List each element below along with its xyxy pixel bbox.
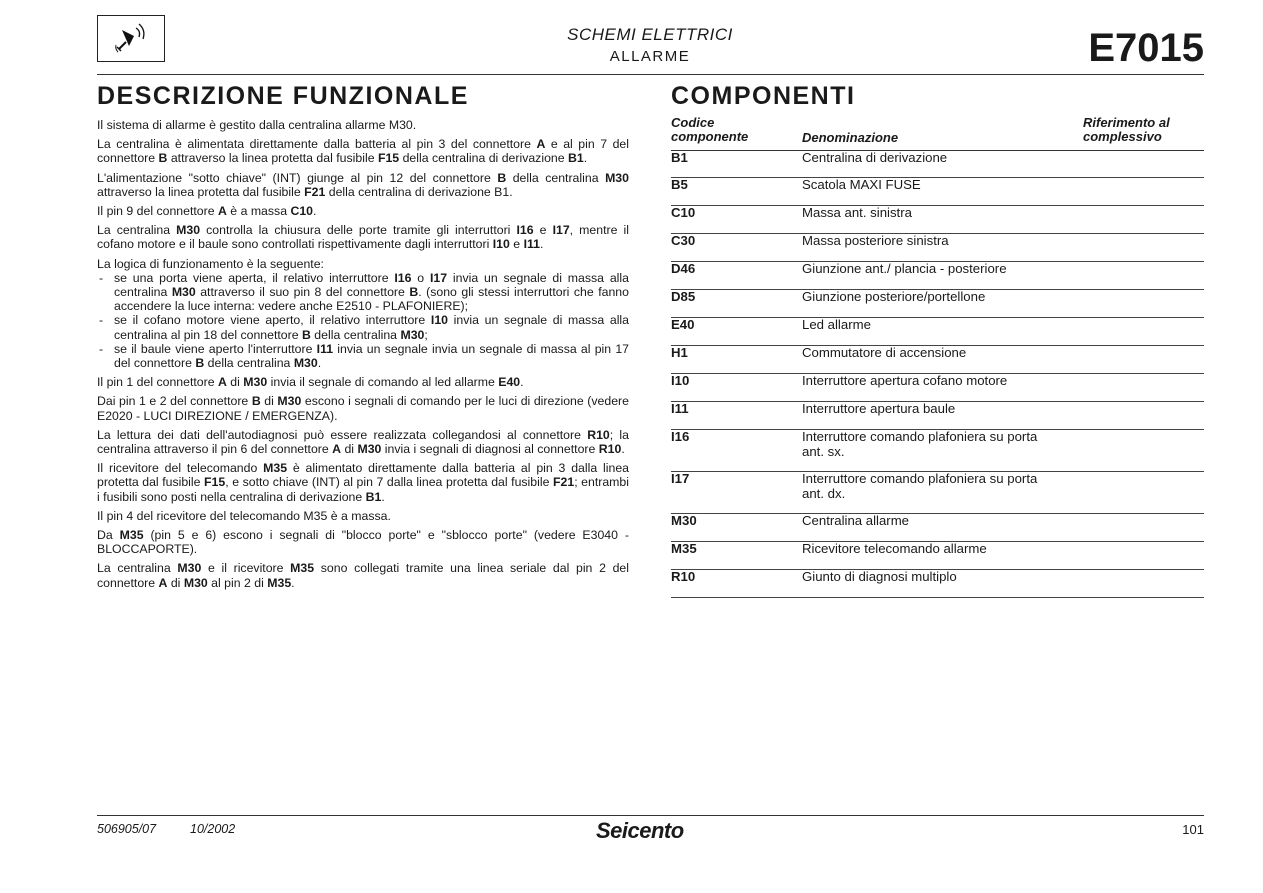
description-heading: DESCRIZIONE FUNZIONALE <box>97 82 469 110</box>
component-name: Scatola MAXI FUSE <box>802 177 921 192</box>
table-row <box>671 150 1204 178</box>
section-subtitle: ALLARME <box>609 48 691 65</box>
column-header-code: Codice componente <box>671 115 749 144</box>
component-name: Interruttore comando plafoniera su porta ant. dx. <box>802 471 1038 501</box>
table-row <box>671 542 1204 570</box>
paragraph: Il ricevitore del telecomando M35 è alimentato direttamente dalla batteria al pin 3 dalla linea protetta dal fusibile F15, e sotto chiave (INT) al pin 7 dalla linea protetta dal fusibile F21; entrambi i fusibili sono posti nella centralina di derivazione B1. <box>97 461 629 504</box>
component-code: C30 <box>671 233 696 248</box>
component-name: Centralina allarme <box>802 513 910 528</box>
column-header-name: Denominazione <box>802 130 899 145</box>
header-rule <box>97 74 1204 75</box>
page-number: 101 <box>1182 822 1204 837</box>
footer-document-code: 506905/07 <box>97 822 157 836</box>
table-row <box>671 206 1204 234</box>
table-row <box>671 346 1204 374</box>
component-code: C10 <box>671 205 696 220</box>
component-name: Interruttore apertura baule <box>802 401 956 416</box>
paragraph: Il pin 9 del connettore A è a massa C10. <box>97 204 317 219</box>
table-row <box>671 374 1204 402</box>
component-code: D46 <box>671 261 696 276</box>
paragraph: Il sistema di allarme è gestito dalla centralina allarme M30. <box>97 118 417 132</box>
table-row <box>671 318 1204 346</box>
component-code: D85 <box>671 289 696 304</box>
brand-logo: Seicento <box>596 818 684 843</box>
table-row <box>671 430 1204 472</box>
footer-rule <box>97 815 1204 816</box>
paragraph: Il pin 4 del ricevitore del telecomando M35 è a massa. <box>97 508 391 523</box>
table-row <box>671 514 1204 542</box>
component-code: I17 <box>671 471 690 486</box>
table-row <box>671 234 1204 262</box>
table-row <box>671 262 1204 290</box>
component-code: H1 <box>671 345 688 360</box>
component-name: Interruttore comando plafoniera su porta ant. sx. <box>802 429 1038 459</box>
components-table-body <box>671 150 1204 598</box>
component-name: Ricevitore telecomando allarme <box>802 541 987 556</box>
footer-date: 10/2002 <box>190 822 236 836</box>
paragraph: L'alimentazione "sotto chiave" (INT) giunge al pin 12 del connettore B della centralina M30 attraverso la linea protetta dal fusibile F21 della centralina di derivazione B1. <box>97 170 629 199</box>
component-code: B5 <box>671 177 688 192</box>
description-body <box>97 118 629 595</box>
component-name: Giunzione posteriore/portellone <box>802 289 986 304</box>
paragraph: La centralina M30 e il ricevitore M35 sono collegati tramite una linea seriale dal pin 2 del connettore A di M30 al pin 2 di M35. <box>97 561 629 590</box>
component-name: Giunto di diagnosi multiplo <box>802 569 957 584</box>
component-code: I11 <box>671 401 689 416</box>
component-name: Centralina di derivazione <box>802 150 948 165</box>
list-item: - se il baule viene aperto l'interruttore I11 invia un segnale invia un segnale di massa al pin 17 del connettore B della centralina M30. <box>97 342 629 370</box>
section-title: SCHEMI ELETTRICI <box>567 25 733 44</box>
list-item: - se il cofano motore viene aperto, il relativo interruttore I10 invia un segnale di massa alla centralina al pin 18 del connettore B della centralina M30; <box>97 313 629 341</box>
component-name: Led allarme <box>802 317 871 332</box>
components-table-header <box>671 116 1204 150</box>
component-code: B1 <box>671 150 688 165</box>
table-row <box>671 290 1204 318</box>
paragraph: Da M35 (pin 5 e 6) escono i segnali di "blocco porte" e "sblocco porte" (vedere E3040 -BLOCCAPORTE). <box>97 528 629 557</box>
table-row <box>671 570 1204 598</box>
paragraph: La lettura dei dati dell'autodiagnosi può essere realizzata collegandosi al connettore R10; la centralina attraverso il pin 6 del connettore A di M30 invia i segnali di diagnosi al connettore R10. <box>97 427 629 457</box>
component-name: Commutatore di accensione <box>802 345 967 360</box>
component-code: I16 <box>671 429 690 444</box>
components-heading: COMPONENTI <box>671 82 856 110</box>
table-row <box>671 402 1204 430</box>
logic-list <box>97 271 629 370</box>
table-row <box>671 472 1204 514</box>
component-name: Giunzione ant./ plancia - posteriore <box>802 261 1007 276</box>
component-code: M35 <box>671 541 697 556</box>
list-item: - se una porta viene aperta, il relativo interruttore I16 o I17 invia un segnale di massa alla centralina M30 attraverso il suo pin 8 del connettore B. (sono gli stessi interruttori che fanno accendere la luce interna: vedere anche E2510 - PLAFONIERE); <box>97 271 629 314</box>
logo-box <box>97 15 165 62</box>
column-header-reference: Riferimento al complessivo <box>1083 115 1170 144</box>
paragraph: Dai pin 1 e 2 del connettore B di M30 escono i segnali di comando per le luci di direzione (vedere E2020 - LUCI DIREZIONE / EMERGENZA). <box>97 394 629 423</box>
component-name: Interruttore apertura cofano motore <box>802 373 1008 388</box>
paragraph: La centralina è alimentata direttamente dalla batteria al pin 3 del connettore A e al pin 7 del connettore B attraverso la linea protetta dal fusibile F15 della centralina di derivazione B1. <box>97 137 629 166</box>
paragraph: Il pin 1 del connettore A di M30 invia il segnale di comando al led allarme E40. <box>97 375 524 390</box>
paragraph: La logica di funzionamento è la seguente: <box>97 256 324 271</box>
component-name: Massa posteriore sinistra <box>802 233 949 248</box>
component-code: R10 <box>671 569 696 584</box>
component-name: Massa ant. sinistra <box>802 205 912 220</box>
alarm-siren-icon <box>112 22 152 56</box>
document-code: E7015 <box>1088 26 1204 70</box>
component-code: M30 <box>671 513 697 528</box>
table-row <box>671 178 1204 206</box>
component-code: I10 <box>671 373 690 388</box>
component-code: E40 <box>671 317 695 332</box>
paragraph: La centralina M30 controlla la chiusura delle porte tramite gli interruttori I16 e I17, mentre il cofano motore e il baule sono controllati rispettivamente dagli interruttori I10 e I11. <box>97 223 629 252</box>
